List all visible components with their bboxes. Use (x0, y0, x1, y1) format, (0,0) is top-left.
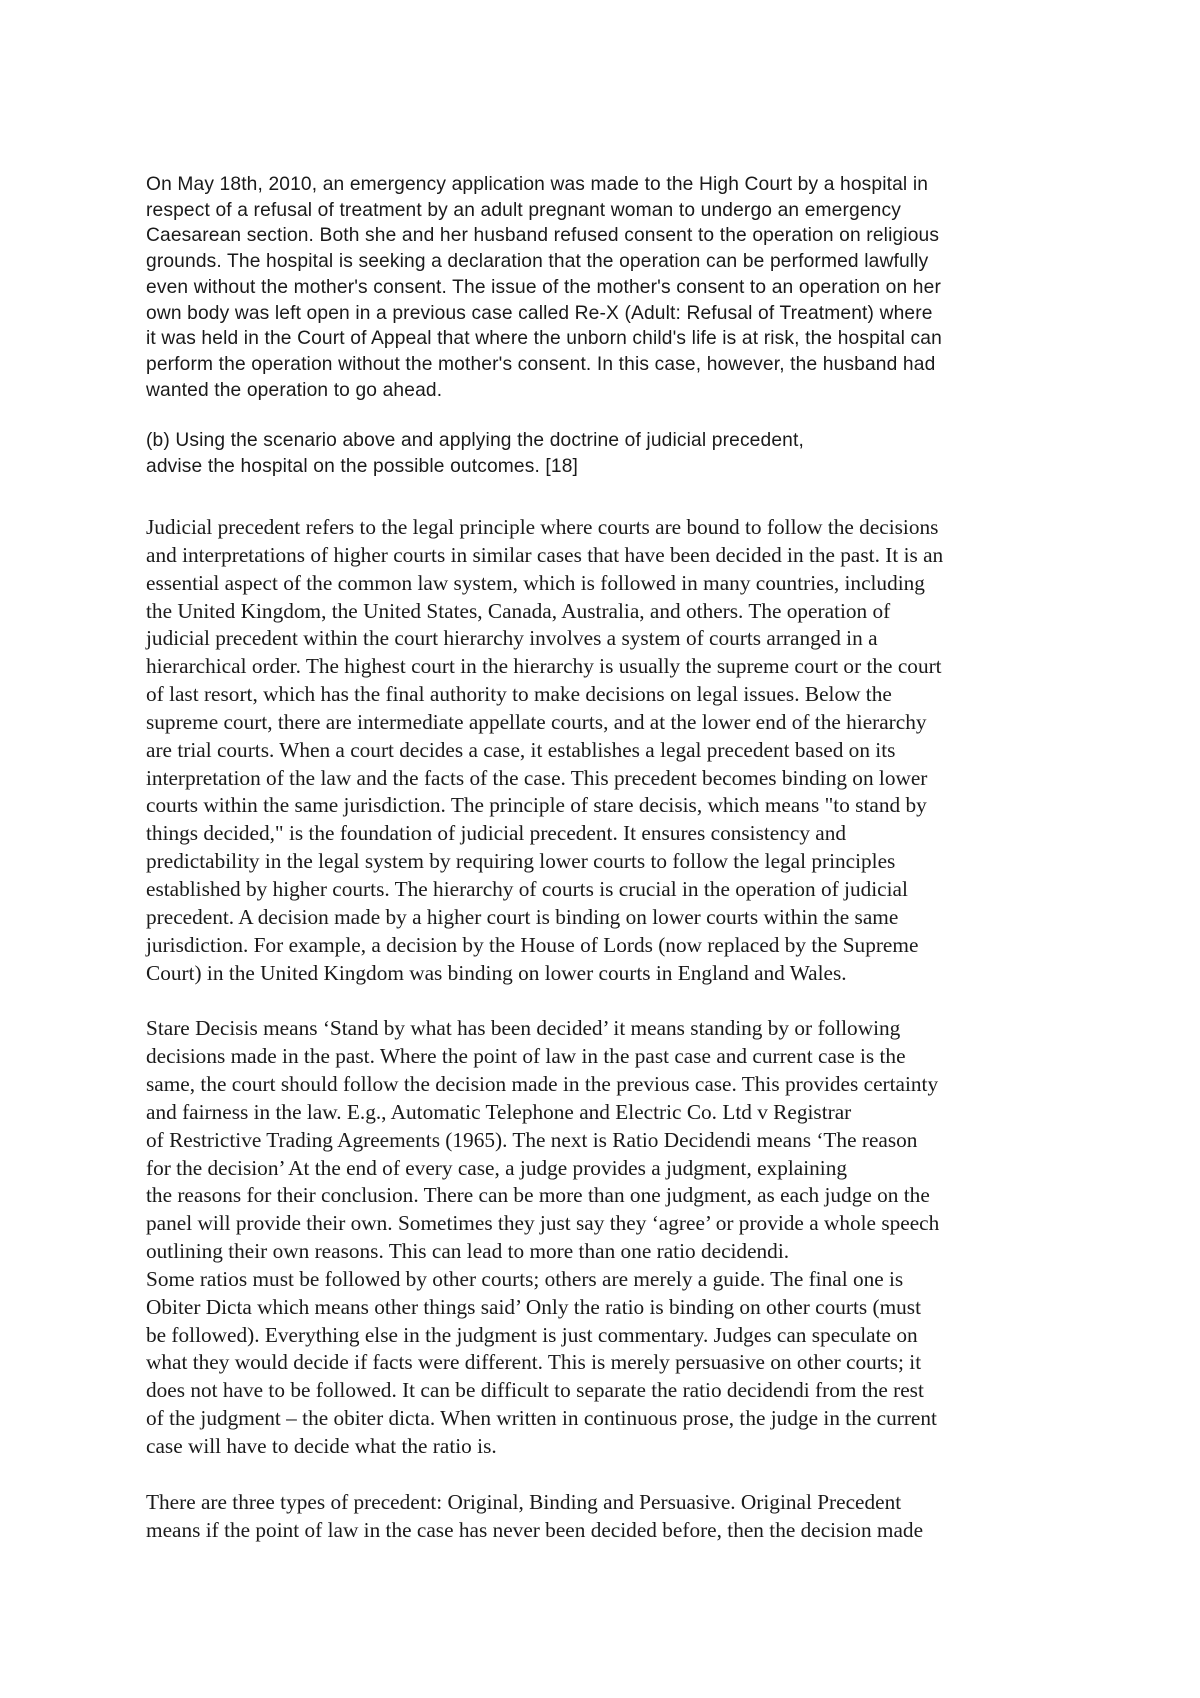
text-line: does not have to be followed. It can be difficult to separate the ratio decidendi from the rest (146, 1378, 924, 1403)
text-line: precedent. A decision made by a higher court is binding on lower courts within the same (146, 904, 899, 929)
text-line: be followed). Everything else in the judgment is just commentary. Judges can speculate on (146, 1322, 918, 1347)
text-line: predictability in the legal system by requiring lower courts to follow the legal principles (146, 849, 896, 874)
paragraph-stare-decisis (146, 1015, 1076, 1461)
text-line: Stare Decisis means ‘Stand by what has been decided’ it means standing by or following (146, 1016, 901, 1041)
scenario-line: On May 18th, 2010, an emergency application was made to the High Court by a hospital in (146, 174, 929, 195)
text-line: There are three types of precedent: Original, Binding and Persuasive. Original Precedent (146, 1489, 902, 1514)
text-line: supreme court, there are intermediate appellate courts, and at the lower end of the hierarchy (146, 709, 927, 734)
text-line: Court) in the United Kingdom was binding on lower courts in England and Wales. (146, 960, 847, 985)
scenario-line: it was held in the Court of Appeal that where the unborn child's life is at risk, the hospital can (146, 328, 942, 350)
text-line: Judicial precedent refers to the legal principle where courts are bound to follow the decisions (146, 515, 939, 539)
text-line: outlining their own reasons. This can lead to more than one ratio decidendi. (146, 1239, 790, 1264)
text-line: courts within the same jurisdiction. The principle of stare decisis, which means "to stand by (146, 793, 927, 818)
text-line: Obiter Dicta which means other things said’ Only the ratio is binding on other courts (must (146, 1294, 922, 1319)
scenario-line: Caesarean section. Both she and her husband refused consent to the operation on religious (146, 225, 940, 247)
scenario-line: even without the mother's consent. The issue of the mother's consent to an operation on her (146, 276, 941, 298)
scenario-line: respect of a refusal of treatment by an adult pregnant woman to undergo an emergency (146, 199, 901, 221)
text-line: essential aspect of the common law system, which is followed in many countries, including (146, 570, 925, 595)
text-line: the reasons for their conclusion. There can be more than one judgment, as each judge on the (146, 1183, 930, 1208)
text-line: for the decision’ At the end of every case, a judge provides a judgment, explaining (146, 1155, 847, 1180)
paragraph-types-of-precedent (146, 1489, 1076, 1545)
text-line: decisions made in the past. Where the point of law in the past case and current case is the (146, 1044, 906, 1069)
text-line: established by higher courts. The hierarchy of courts is crucial in the operation of judicial (146, 876, 908, 901)
text-line: are trial courts. When a court decides a case, it establishes a legal precedent based on its (146, 737, 896, 762)
question-prompt (146, 428, 1066, 479)
text-line: same, the court should follow the decision made in the previous case. This provides certainty (146, 1072, 939, 1097)
text-line: means if the point of law in the case has never been decided before, then the decision made (146, 1517, 924, 1542)
text-line: of Restrictive Trading Agreements (1965). The next is Ratio Decidendi means ‘The reason (146, 1127, 918, 1152)
question-line: (b) Using the scenario above and applying the doctrine of judicial precedent, (146, 430, 804, 452)
text-line: panel will provide their own. Sometimes they just say they ‘agree’ or provide a whole speech (146, 1211, 940, 1236)
text-line: of last resort, which has the final authority to make decisions on legal issues. Below the (146, 682, 892, 707)
text-line: the United Kingdom, the United States, Canada, Australia, and others. The operation of (146, 598, 891, 623)
text-line: and interpretations of higher courts in similar cases that have been decided in the past. It is an (146, 542, 944, 567)
text-line: hierarchical order. The highest court in the hierarchy is usually the supreme court or the court (146, 654, 942, 679)
essay-answer (146, 514, 1076, 1545)
scenario-paragraph (146, 172, 1066, 403)
scenario-line: grounds. The hospital is seeking a declaration that the operation can be performed lawfully (146, 251, 929, 273)
text-line: what they would decide if facts were different. This is merely persuasive on other courts; it (146, 1350, 922, 1375)
scenario-block (146, 172, 1066, 480)
scenario-line: perform the operation without the mother's consent. In this case, however, the husband had (146, 353, 936, 375)
text-line: jurisdiction. For example, a decision by the House of Lords (now replaced by the Supreme (146, 932, 919, 957)
text-line: things decided," is the foundation of judicial precedent. It ensures consistency and (146, 821, 847, 846)
text-line: case will have to decide what the ratio is. (146, 1434, 497, 1458)
text-line: judicial precedent within the court hierarchy involves a system of courts arranged in a (146, 626, 878, 651)
scenario-line: own body was left open in a previous case called Re-X (Adult: Refusal of Treatment) where (146, 302, 933, 324)
text-line: interpretation of the law and the facts of the case. This precedent becomes binding on lower (146, 765, 928, 790)
question-line: advise the hospital on the possible outcomes. [18] (146, 456, 579, 478)
text-line: Some ratios must be followed by other courts; others are merely a guide. The final one is (146, 1266, 904, 1291)
text-line: of the judgment – the obiter dicta. When written in continuous prose, the judge in the current (146, 1406, 937, 1431)
scenario-line: wanted the operation to go ahead. (146, 379, 443, 401)
text-line: and fairness in the law. E.g., Automatic Telephone and Electric Co. Ltd v Registrar (146, 1099, 852, 1124)
paragraph-judicial-precedent (146, 514, 1076, 987)
